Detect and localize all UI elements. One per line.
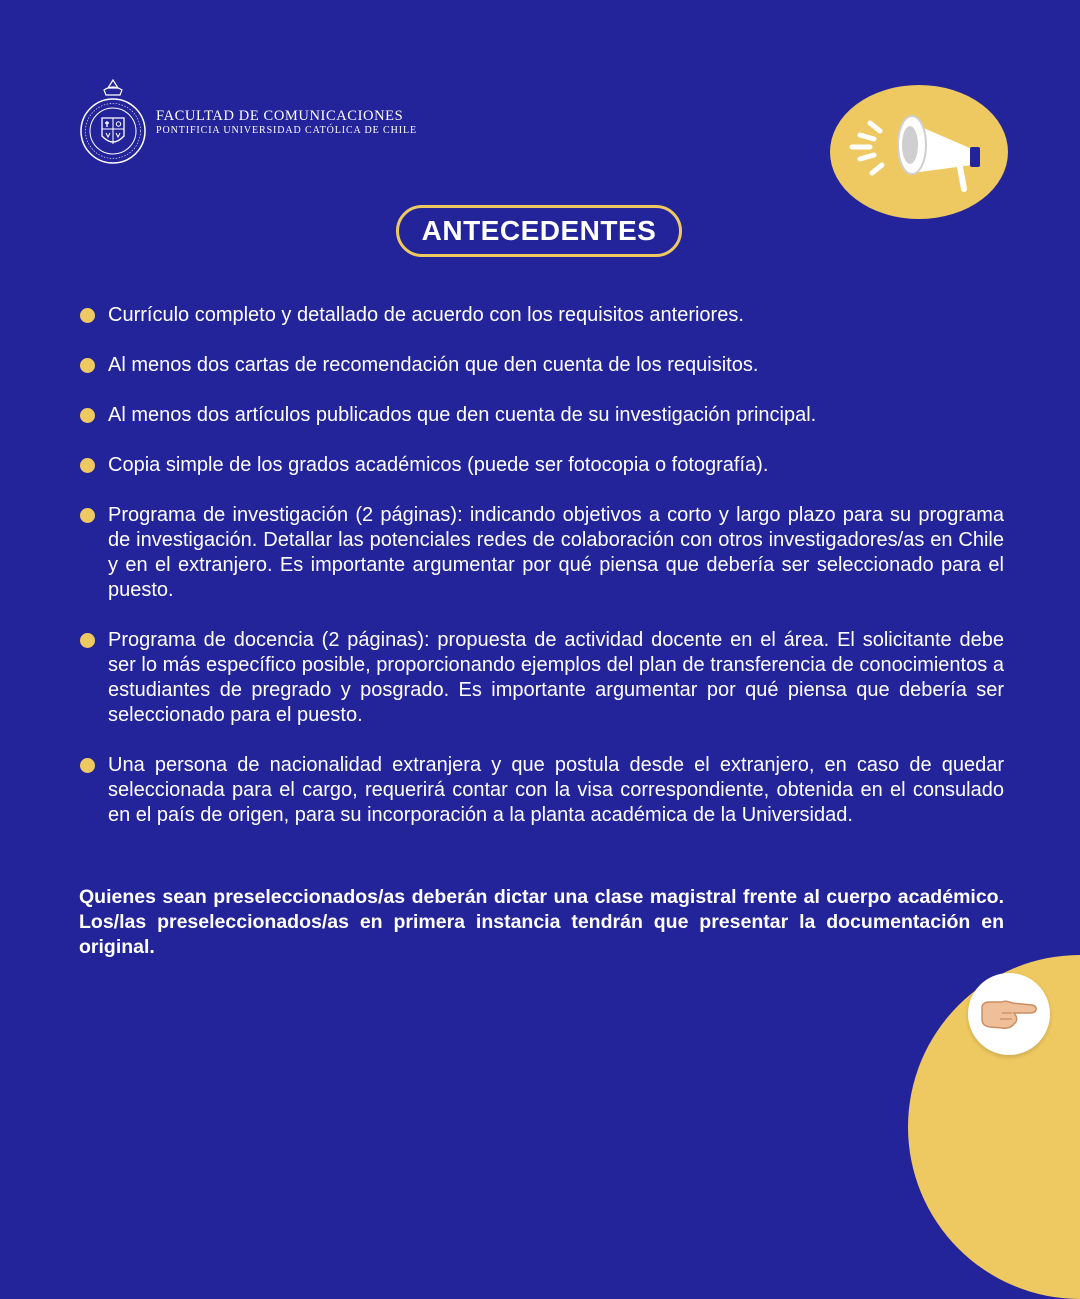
list-item-text: Programa de investigación (2 páginas): indicando objetivos a corto y largo plazo para su programa de investigación. Detallar las potenciales redes de colaboración con otros investigadores/as en Chile y en el extranjero. Es importante argumentar por qué piensa que debería ser seleccionado para el puesto. <box>108 504 1004 601</box>
closing-note: Quienes sean preseleccionados/as deberán dictar una clase magistral frente al cuerpo académico. Los/las preseleccionados/as en primera instancia tendrán que presentar la documentación en original. <box>79 886 1004 958</box>
bullet-icon <box>80 458 95 473</box>
list-item <box>80 503 1004 603</box>
university-name: PONTIFICIA UNIVERSIDAD CATÓLICA DE CHILE <box>156 125 417 137</box>
bullet-icon <box>80 408 95 423</box>
bullet-icon <box>80 508 95 523</box>
list-item-text: Una persona de nacionalidad extranjera y que postula desde el extranjero, en caso de quedar seleccionada para el cargo, requerirá contar con la visa correspondiente, obtenida en el consulado en el país de origen, para su incorporación a la planta académica de la Universidad. <box>108 754 1004 826</box>
list-item <box>80 753 1004 828</box>
list-item-text: Copia simple de los grados académicos (puede ser fotocopia o fotografía). <box>108 454 769 476</box>
list-item <box>80 303 1004 328</box>
list-item-text: Al menos dos artículos publicados que den cuenta de su investigación principal. <box>108 404 817 426</box>
bullet-icon <box>80 633 95 648</box>
pointing-hand-icon <box>978 994 1040 1034</box>
organization-name <box>156 109 417 137</box>
institution-name: FACULTAD DE COMUNICACIONES <box>156 108 404 125</box>
header <box>78 78 417 168</box>
list-item-text: Currículo completo y detallado de acuerdo con los requisitos anteriores. <box>108 304 744 326</box>
section-title: ANTECEDENTES <box>421 215 657 246</box>
list-item-text: Al menos dos cartas de recomendación que den cuenta de los requisitos. <box>108 354 759 376</box>
list-item <box>80 353 1004 378</box>
bullet-icon <box>80 358 95 373</box>
list-item-text: Programa de docencia (2 páginas): propuesta de actividad docente en el área. El solicitante debe ser lo más específico posible, proporcionando ejemplos del plan de transferencia de conocimientos a estudiantes de pregrado y posgrado. Es importante argumentar por qué piensa que debería ser seleccionado para el puesto. <box>108 629 1004 726</box>
list-item <box>80 453 1004 478</box>
next-button[interactable] <box>968 973 1050 1055</box>
list-item <box>80 403 1004 428</box>
list-item <box>80 628 1004 728</box>
bullet-icon <box>80 308 95 323</box>
requirements-list <box>80 303 1004 853</box>
bullet-icon <box>80 758 95 773</box>
section-title-badge <box>396 205 682 257</box>
megaphone-badge <box>830 85 1008 219</box>
university-seal-icon <box>78 78 148 168</box>
megaphone-icon <box>830 85 1008 219</box>
